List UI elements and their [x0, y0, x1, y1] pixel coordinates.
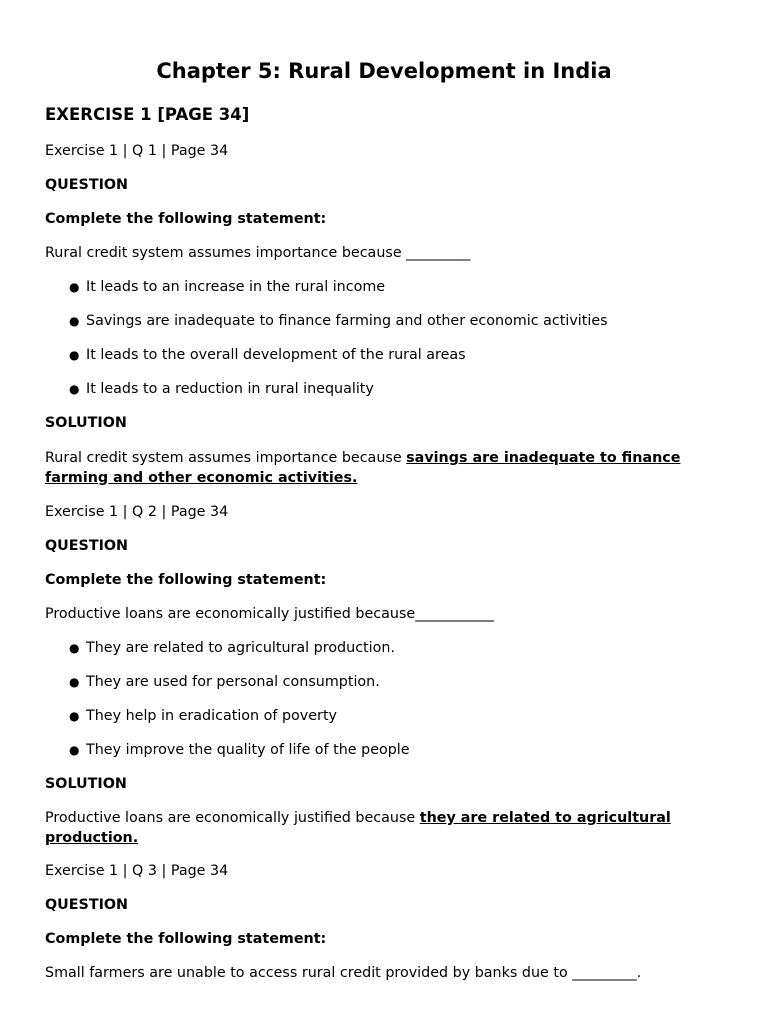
option-item	[69, 312, 608, 332]
solution-text	[45, 809, 725, 848]
solution-prefix: Rural credit system assumes importance because	[45, 450, 407, 466]
question-instruction: Complete the following statement:	[45, 211, 327, 227]
option-text: It leads to a reduction in rural inequality	[86, 381, 374, 397]
solution-label: SOLUTION	[45, 776, 127, 792]
question-statement: Rural credit system assumes importance because _________	[45, 245, 471, 261]
page-title: Chapter 5: Rural Development in India	[156, 59, 612, 83]
question-label: QUESTION	[45, 538, 129, 554]
question-statement: Productive loans are economically justified because___________	[45, 606, 494, 622]
option-text: It leads to an increase in the rural income	[86, 279, 386, 295]
question-instruction: Complete the following statement:	[45, 931, 327, 947]
solution-prefix: Productive loans are economically justified because	[45, 810, 420, 826]
option-item	[69, 278, 385, 298]
question-ref: Exercise 1 | Q 3 | Page 34	[45, 863, 229, 879]
solution-answer: they are related to agricultural production.	[45, 810, 671, 846]
option-item	[69, 346, 466, 366]
option-text: They help in eradication of poverty	[86, 708, 338, 724]
option-item	[69, 741, 410, 761]
bullet-icon: ●	[69, 280, 80, 294]
solution-answer: savings are inadequate to finance farming and other economic activities.	[45, 450, 681, 486]
option-item	[69, 639, 395, 659]
question-statement: Small farmers are unable to access rural credit provided by banks due to _________.	[45, 965, 642, 981]
question-ref: Exercise 1 | Q 1 | Page 34	[45, 143, 229, 159]
option-text: Savings are inadequate to finance farming and other economic activities	[86, 313, 608, 329]
option-item	[69, 707, 337, 727]
option-text: They are used for personal consumption.	[86, 674, 380, 690]
bullet-icon: ●	[69, 743, 80, 757]
exercise-heading: EXERCISE 1 [PAGE 34]	[45, 105, 250, 124]
bullet-icon: ●	[69, 314, 80, 328]
option-text: They improve the quality of life of the people	[86, 742, 410, 758]
solution-label: SOLUTION	[45, 415, 127, 431]
bullet-icon: ●	[69, 709, 80, 723]
option-text: It leads to the overall development of the rural areas	[86, 347, 466, 363]
question-label: QUESTION	[45, 897, 129, 913]
bullet-icon: ●	[69, 382, 80, 396]
question-instruction: Complete the following statement:	[45, 572, 327, 588]
option-item	[69, 673, 380, 693]
bullet-icon: ●	[69, 675, 80, 689]
bullet-icon: ●	[69, 348, 80, 362]
bullet-icon: ●	[69, 641, 80, 655]
solution-text	[45, 449, 725, 488]
option-item	[69, 380, 374, 400]
option-text: They are related to agricultural production.	[86, 640, 395, 656]
question-ref: Exercise 1 | Q 2 | Page 34	[45, 504, 229, 520]
question-label: QUESTION	[45, 177, 129, 193]
